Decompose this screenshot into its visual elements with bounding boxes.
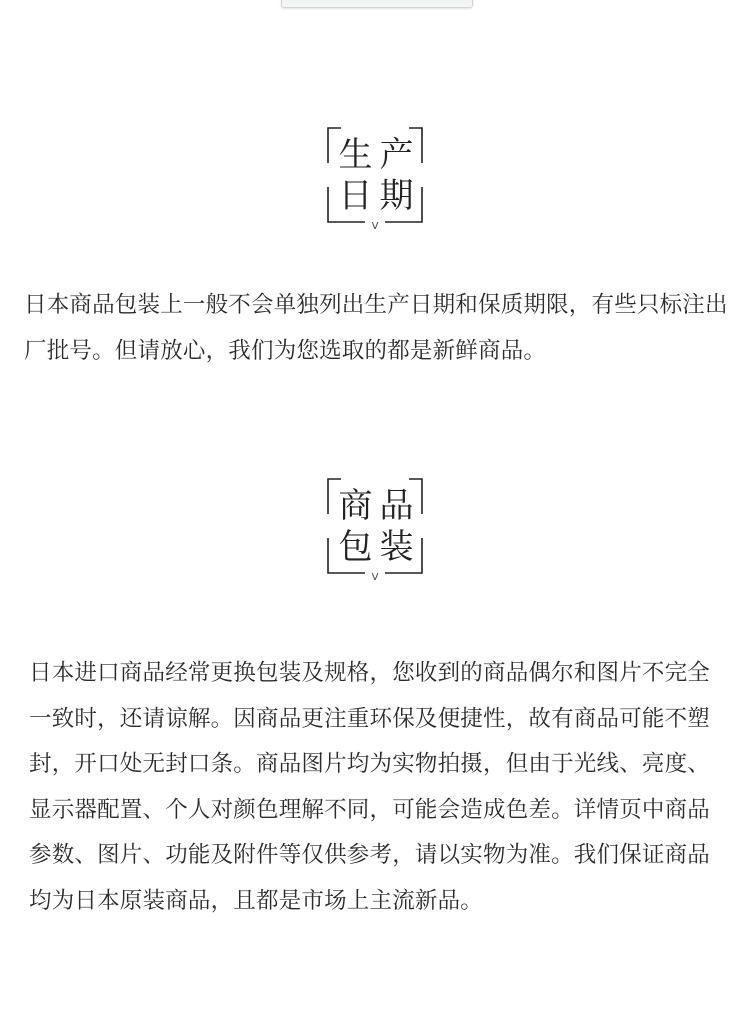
packaging-text: 日本进口商品经常更换包装及规格，您收到的商品偶尔和图片不完全一致时，还请谅解。因商品更注重环保及便捷性，故有商品可能不塑封，开口处无封口条。商品图片均为实物拍摄，但由于光线、亮度、显示器配置、个人对颜色理解不同，可能会造成色差。详情页中商品参数、图片、功能及附件等仅供参考，请以实物为准。我们保证商品均为日本原装商品，且都是市场上主流新品。 — [29, 660, 711, 914]
title-char: 包 — [338, 527, 373, 567]
title-char: 期 — [379, 176, 414, 216]
title-char: 日 — [338, 176, 373, 216]
title-marker: V — [371, 221, 379, 232]
title-char: 品 — [379, 486, 414, 526]
title-char: 生 — [338, 135, 373, 175]
product-image-bottom-edge — [281, 0, 473, 8]
packaging-title — [327, 478, 423, 583]
title-char: 产 — [379, 135, 414, 175]
production-date-text: 日本商品包装上一般不会单独列出生产日期和保质期限，有些只标注出厂批号。但请放心，我们为您选取的都是新鲜商品。 — [24, 292, 728, 364]
production-date-title — [327, 127, 423, 232]
title-marker: V — [371, 572, 379, 583]
title-char: 商 — [338, 486, 373, 526]
title-char: 装 — [379, 527, 414, 567]
